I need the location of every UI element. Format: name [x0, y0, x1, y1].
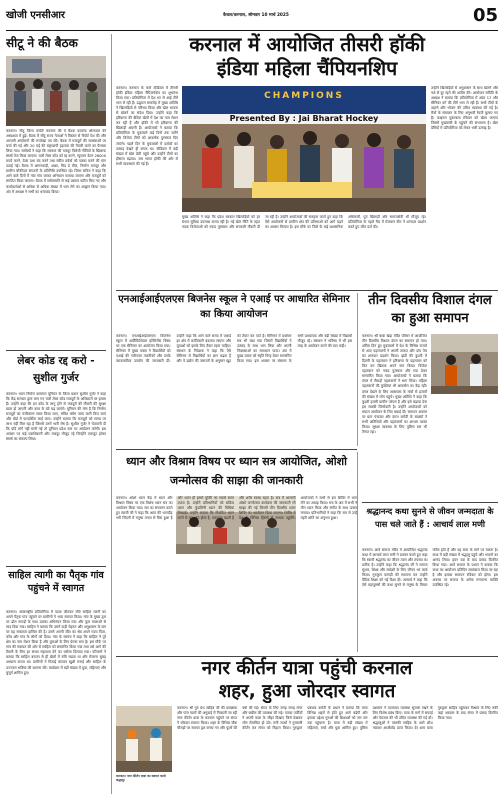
kirtan-photo-illustration — [116, 706, 172, 772]
date-line: कैथल/करनाल, सोमवार 10 मार्च 2025 — [223, 13, 289, 18]
dangal-headline: तीन दिवसीय विशाल दंगल का हुआ समापन — [368, 293, 492, 326]
page-number: 05 — [472, 5, 498, 26]
seminar-headline: एनआईआईएलएस बिजनेस स्कूल ने एआई पर आधारित सेमिनार का किया आयोजन — [118, 294, 350, 320]
paper-name: खोजी एनसीआर — [6, 10, 66, 21]
column-rule — [111, 34, 112, 794]
left-mid-body: करनाल। भवन निर्माण कामगार यूनियन के जिला प्रधान सुशील गुर्जर ने कहा कि केंद्र सरकार द्वारा लाए गए चारों लेबर कोड मजदूरों के अधिकारों पर हमला हैं। उन्होंने कहा कि इन कोड के लागू होने से मजदूरों की नौकरी की सुरक्षा खत्म हो जाएगी और काम के घंटे बढ़ जाएंगे। यूनियन की मांग है कि निर्माण मजदूरों का पंजीकरण सरल किया जाए, लंबित क्लेम जल्द जारी किए जाएं और बोर्ड में पारदर्शिता लाई जाए। उन्होंने बताया कि मजदूरों को समय पर लाभ नहीं मिल रहा है जिससे उनमें भारी रोष है। सुशील गुर्जर ने चेतावनी दी कि यदि मांगें नहीं मानी गईं तो यूनियन प्रदेश स्तर पर आंदोलन करेगी। इस अवसर पर कई पदाधिकारी और मजदूर मौजूद रहे जिन्होंने एकजुट होकर संघर्ष का संकल्प लिया। — [6, 392, 106, 442]
kirtan-photo-caption: करनाल। नगर कीर्तन यात्रा का स्वागत करते श्रद्धालु। — [116, 774, 166, 783]
left-top-body: करनाल। सीटू जिला कमेटी करनाल की ये बैठक कामरेड ओमपाल की अध्यक्षता में हुई। बैठक में सीटू राज्य नेताओं ने विस्तार से रिपोर्ट पेश की और आगामी आंदोलनों की रूपरेखा तय की। बैठक में मजदूरों की समस्याओं पर चर्चा की गई और 20 मई की राष्ट्रव्यापी हड़ताल की तैयारी करने का फैसला लिया गया। साथियों ने कहा कि सरकार की मजदूर विरोधी नीतियों के खिलाफ संघर्ष तेज किया जाएगा। चारों लेबर कोड को रद्द करने, न्यूनतम वेतन 26000 रुपये करने, ठेका प्रथा बंद करने तथा स्कीम वर्कर्स को पक्का करने की मांग उठाई गई। बैठक में आंगनवाड़ी, आशा, मिड डे मील, निर्माण मजदूर और ग्रामीण चौकीदार संगठनों के प्रतिनिधि उपस्थित रहे। जिला सचिव ने कहा कि आने वाले दिनों में गांव गांव जाकर अभियान चलाया जाएगा और मजदूरों को संगठित किया जाएगा। बैठक में सर्वसम्मति से कई प्रस्ताव पारित किए गए और कार्यकर्ताओं से अधिक से अधिक संख्या में भाग लेने का आह्वान किया गया। अंत में अध्यक्ष ने सभी का धन्यवाद किया। — [6, 129, 106, 194]
left-top-headline: सीटू ने की बैठक — [6, 36, 78, 50]
banner-text: Presented By : Jai Bharat Hockey — [229, 114, 379, 123]
meeting-photo — [6, 56, 106, 126]
hockey-body-left: करनाल। करनाल के कर्ण स्टेडियम में तीसरी हॉकी इंडिया महिला चैंपियनशिप का शुभारंभ किया गया। प्रतियोगिता में देश भर से आई टीमें भाग ले रही हैं। उद्घाटन समारोह में मुख्य अतिथि ने खिलाड़ियों से परिचय किया और खेल भावना से खेलने का संदेश दिया। उन्होंने कहा कि हरियाणा की बेटियां खेलों में देश का नाम रोशन कर रही हैं और हॉकी में भी हरियाणा की खिलाड़ी अग्रणी हैं। आयोजकों ने बताया कि प्रतियोगिता के मुकाबले कई दिनों तक चलेंगे और विजेता टीमों को आकर्षक पुरस्कार दिए जाएंगे। पहले दिन के मुकाबलों में दर्शकों का उत्साह देखते ही बनता था। स्टेडियम में बड़ी संख्या में खेल प्रेमी पहुंचे और उन्होंने टीमों का हौसला बढ़ाया। जय भारत हॉकी की ओर से सभी व्यवस्थाएं की गई हैं। — [116, 86, 178, 166]
left-bottom-body: करनाल। अंतरराष्ट्रीय प्रतियोगिता में पदक जीतकर लौटे साहिल त्यागी का अपने पैतृक गांव पहुंचने पर ग्रामीणों ने भव्य स्वागत किया। गांव के मुख्य द्वार पर ढोल नगाड़ों के साथ उसका अभिनंदन किया गया और फूल मालाओं से लाद दिया गया। साहिल ने बताया कि उसने कड़ी मेहनत और अनुशासन के बल पर यह सफलता हासिल की है। उसने अपनी जीत का श्रेय अपने माता पिता, कोच और गांव के लोगों को दिया। गांव के सरपंच ने कहा कि साहिल ने पूरे क्षेत्र का नाम रोशन किया है और युवाओं के लिए प्रेरणा बना है। इस मौके पर गांव की पंचायत की ओर से साहिल को सम्मानित किया गया तथा उसे आगे की तैयारी के लिए हर संभव सहायता देने का भरोसा दिलाया गया। परिजनों ने बताया कि साहिल बचपन से ही खेलों में रुचि रखता था और रोजाना सुबह अभ्यास करता था। ग्रामीणों ने मिठाई बांटकर खुशी मनाई और साहिल के उज्ज्वल भविष्य की कामना की। कार्यक्रम में बड़ी संख्या में युवा, महिलाएं और बुजुर्ग शामिल हुए। — [6, 610, 106, 675]
masthead — [6, 3, 498, 31]
meditation-body: करनाल। ओशो ध्यान केंद्र में ध्यान और विश्राम विषय पर एक विशेष ध्यान सत्र का आयोजन किया गया। सत्र का संचालन करते हुए स्वामी जी ने कहा कि आज की भागदौड़ भरी जिंदगी में मनुष्य तनाव से घिरा हुआ है और ध्यान ही इससे मुक्ति का सबसे सरल उपाय है। उन्होंने प्रतिभागियों को सक्रिय ध्यान और कुंडलिनी ध्यान की विधियां सिखाईं। उन्होंने बताया कि नियमित ध्यान करने से मन शांत होता है, एकाग्रता बढ़ती है और शरीर स्वस्थ रहता है। सत्र में आगामी ओशो जन्मोत्सव कार्यक्रम की जानकारी भी साझा की गई जिसमें तीन दिवसीय ध्यान शिविर का आयोजन किया जाएगा। शिविर में देश के विभिन्न हिस्सों से साधक पहुंचेंगे। आयोजकों ने सभी से इस शिविर में भाग लेने का आग्रह किया। सत्र के अंत में सभी ने मौन ध्यान किया और संगीत के साथ उत्सव मनाया। प्रतिभागियों ने कहा कि सत्र से उन्हें गहरी शांति का अनुभव हुआ। — [116, 496, 357, 521]
left-mid-headline: लेबर कोड रद्द करो - सुशील गुर्जर — [17, 355, 95, 384]
hockey-body-mid: मुख्य अतिथि ने कहा कि प्रदेश सरकार खिलाड़ियों को हर संभव सुविधा उपलब्ध करवा रही है। नई खेल नीति के तहत पदक विजेताओं को नकद पुरस्कार और सरकारी नौकरी दी जा रही है। उन्होंने आयोजकों की सराहना करते हुए कहा कि ऐसे आयोजनों से ग्रामीण क्षेत्र की प्रतिभाओं को आगे बढ़ने का अवसर मिलता है। इस मौके पर जिले के कई प्रशासनिक अधिकारी, पूर्व खिलाड़ी और समाजसेवी भी मौजूद रहे। प्रतियोगिता के पहले मैच में मेजबान टीम ने शानदार प्रदर्शन करते हुए जीत दर्ज की। — [182, 215, 426, 230]
left-bottom-headline: साहिल त्यागी का पैतृक गांव पहुंचने में स्वागत — [8, 570, 104, 594]
kirtan-photo — [116, 706, 172, 772]
seminar-body: करनाल। एनआईआईएलएस बिजनेस स्कूल में आर्टिफिशियल इंटेलिजेंस विषय पर एक सेमिनार का आयोजन किया गया। सेमिनार में मुख्य वक्ता ने विद्यार्थियों को एआई की नवीनतम तकनीकों और उनके व्यावसायिक उपयोग की जानकारी दी। उन्होंने कहा कि आने वाले समय में एआई हर क्षेत्र में क्रांतिकारी बदलाव लाएगा और युवाओं को इसके लिए तैयार रहना चाहिए। संस्थान के निदेशक ने कहा कि ऐसे सेमिनार से विद्यार्थियों का ज्ञान बढ़ता है और वे उद्योग की जरूरतों के अनुसार खुद को तैयार कर पाते हैं। सेमिनार में प्रश्नोत्तर सत्र भी रखा गया जिसमें विद्यार्थियों ने उत्साह के साथ भाग लिया और अपनी जिज्ञासाओं का समाधान पाया। अंत में मुख्य वक्ता को स्मृति चिन्ह देकर सम्मानित किया गया। इस अवसर पर संस्थान के सभी प्राध्यापक और बड़ी संख्या में विद्यार्थी मौजूद रहे। संस्थान ने भविष्य में भी इस तरह के आयोजन करने की बात कही। — [116, 334, 352, 364]
hockey-body-right: उन्होंने खिलाड़ियों से अनुशासन के साथ खेलने और नशे से दूर रहने की अपील की। आयोजन समिति के अध्यक्ष ने बताया कि प्रतियोगिता में अंडर 17 और सीनियर वर्ग की टीमें भाग ले रही हैं। सभी टीमों के ठहरने और भोजन की उचित व्यवस्था की गई है। मैचों के संचालन के लिए अनुभवी रेफरी बुलाए गए हैं। फाइनल मुकाबला रविवार को खेला जाएगा जिसमें मुख्यमंत्री के पहुंचने की संभावना है। खेल प्रेमियों में प्रतियोगिता को लेकर भारी उत्साह है। — [431, 86, 498, 131]
dangal-body-cont — [431, 398, 498, 499]
kirtan-headline-line2: शहर, हुआ जोरदार स्वागत — [218, 681, 396, 702]
divider — [116, 290, 498, 291]
shraddhanand-headline: श्रद्धानन्द कथा सुनने से जीवन जन्मदाता के पास चले जाते हैं : आचार्य लाल मणी — [366, 506, 494, 529]
meeting-photo-illustration — [6, 56, 106, 126]
hockey-photo — [182, 86, 426, 212]
divider — [116, 449, 357, 450]
kirtan-body: करनाल। श्री गुरु ग्रंथ साहिब जी की छत्रछाया और पांच प्यारों की अगुवाई में निकाली जा रही नगर कीर्तन यात्रा के करनाल पहुंचने पर संगत ने जोरदार स्वागत किया। शहर के विभिन्न चौक चौराहों पर स्वागत द्वार बनाए गए और फूलों की वर्षा की गई। संगत के लिए जगह जगह लंगर और छबील की व्यवस्था की गई। गतका पार्टियों ने अपनी कला के जौहर दिखाए जिसे देखकर लोग रोमांचित हो उठे। रागी जत्थों ने गुरबाणी कीर्तन कर संगत को निहाल किया। गुरुद्वारा प्रबंधक कमेटी के प्रधान ने बताया कि यात्रा विभिन्न शहरों से होते हुए आगे बढ़ेगी और इसका उद्देश्य गुरुओं की शिक्षाओं को जन जन तक पहुंचाना है। यात्रा में बड़ी संख्या में महिलाएं, बच्चे और युवा शामिल हुए। पुलिस प्रशासन ने यातायात व्यवस्था सुचारू रखने के लिए विशेष प्रबंध किए। यात्रा के मार्ग में सफाई और पेयजल की भी उचित व्यवस्था की गई थी। श्रद्धालुओं ने पालकी साहिब के आगे शीश नवाकर आशीर्वाद प्राप्त किया। देर शाम यात्रा गुरुद्वारा साहिब पहुंचकर विश्राम के लिए रुकी जहां अरदास के बाद संगत में प्रसाद वितरित किया गया। — [177, 706, 498, 731]
dangal-body: करनाल। श्री बाबा खेड़ा मंदिर परिसर में आयोजित तीन दिवसीय विशाल दंगल का समापन हो गया। अंतिम दिन हुए मुकाबलों में देश के विभिन्न राज्यों से आए पहलवानों ने अपनी ताकत और दांव पेच का शानदार प्रदर्शन किया। झंडी की कुश्ती में दिल्ली के पहलवान ने हरियाणा के पहलवान को चित कर खिताब अपने नाम किया। विजेता पहलवान को नकद पुरस्कार और गदा देकर सम्मानित किया गया। आयोजकों ने बताया कि दंगल में सैकड़ों पहलवानों ने भाग लिया। महिला पहलवानों की कुश्तियां भी आकर्षण का केंद्र रहीं। दंगल देखने के लिए आसपास के गांवों से हजारों की संख्या में लोग पहुंचे। मुख्य अतिथि ने कहा कि कुश्ती हमारी प्राचीन परंपरा है और इसे बढ़ावा देना हम सबकी जिम्मेदारी है। उन्होंने आयोजकों को सफल आयोजन के लिए बधाई दी। समापन अवसर पर ग्राम पंचायत और दंगल कमेटी के सदस्यों ने सभी अतिथियों और पहलवानों का आभार व्यक्त किया। सुरक्षा व्यवस्था के लिए पुलिस बल भी तैनात रहा। — [362, 334, 427, 434]
dangal-photo-illustration — [431, 334, 498, 394]
shraddhanand-body: करनाल। आर्य समाज मंदिर में आयोजित श्रद्धानंद कथा में आचार्य लाल मणी ने प्रवचन करते हुए कहा कि स्वामी श्रद्धानंद का जीवन त्याग और तपस्या का प्रतीक है। उन्होंने कहा कि श्रद्धानंद जी ने समाज सुधार, शिक्षा और स्वदेशी के लिए जीवन भर कार्य किया। गुरुकुल कांगड़ी की स्थापना कर उन्होंने वैदिक शिक्षा को नई दिशा दी। आचार्य ने कहा कि ऐसे महापुरुषों की कथा सुनने से मनुष्य के विचार पवित्र होते हैं और वह सत्य के मार्ग पर चलता है। कथा में बड़ी संख्या में श्रद्धालु पहुंचे और भजनों का आनंद लिया। हवन यज्ञ के बाद प्रसाद वितरित किया गया। आर्य समाज के प्रधान ने बताया कि कथा का आयोजन प्रतिदिन सायंकाल किया जा रहा है और इसका समापन रविवार को होगा। इस अवसर पर समाज के अनेक गणमान्य व्यक्ति उपस्थित रहे। — [362, 548, 498, 588]
kirtan-headline-line1: नगर कीर्तन यात्रा पहुंची करनाल — [201, 658, 413, 679]
hockey-photo-illustration — [182, 86, 426, 212]
divider — [362, 502, 498, 503]
banner-top-text: CHAMPIONS — [264, 91, 344, 101]
hockey-headline-line2: इंडिया महिला चैंपियनशिप — [216, 57, 398, 80]
divider — [6, 350, 106, 351]
dangal-photo — [431, 334, 498, 394]
column-rule — [357, 293, 358, 446]
column-rule — [357, 452, 358, 652]
meditation-headline: ध्यान और विश्राम विषय पर ध्यान सत्र आयोजित, ओशो जन्मोत्सव की साझा की जानकारी — [126, 455, 347, 487]
hockey-headline-line1: करनाल में आयोजित तीसरी हॉकी — [189, 33, 425, 56]
divider — [6, 566, 106, 567]
